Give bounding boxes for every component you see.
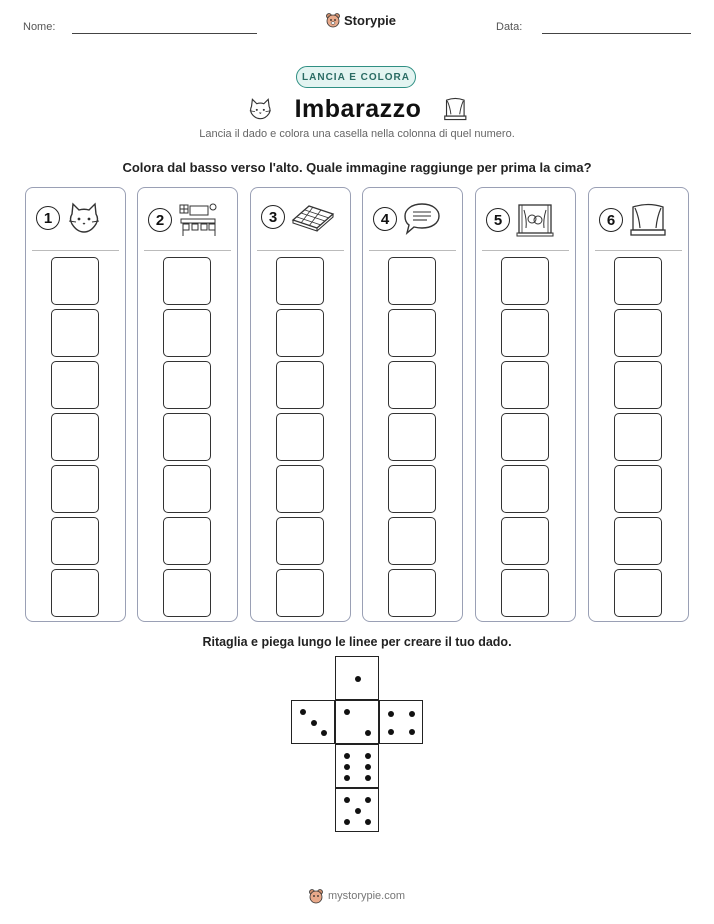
column-header bbox=[373, 202, 441, 236]
pip bbox=[344, 764, 350, 770]
pip bbox=[365, 730, 371, 736]
color-box[interactable] bbox=[614, 517, 662, 565]
column-divider bbox=[257, 250, 344, 251]
pip bbox=[365, 775, 371, 781]
color-box[interactable] bbox=[51, 309, 99, 357]
pip bbox=[355, 808, 361, 814]
column-divider bbox=[144, 250, 231, 251]
pip bbox=[365, 797, 371, 803]
die-face-3 bbox=[291, 700, 335, 744]
color-box[interactable] bbox=[51, 361, 99, 409]
color-box[interactable] bbox=[388, 569, 436, 617]
pip bbox=[365, 819, 371, 825]
page-title: Imbarazzo bbox=[294, 94, 422, 123]
color-box[interactable] bbox=[501, 309, 549, 357]
activity-badge: LANCIA E COLORA bbox=[296, 66, 416, 88]
brand-logo bbox=[325, 12, 396, 28]
column-number: 2 bbox=[148, 208, 172, 232]
column-divider bbox=[32, 250, 119, 251]
column-header bbox=[599, 202, 667, 238]
color-box[interactable] bbox=[276, 257, 324, 305]
color-box[interactable] bbox=[51, 569, 99, 617]
pip bbox=[344, 797, 350, 803]
die-face-5 bbox=[335, 788, 379, 832]
color-box[interactable] bbox=[614, 465, 662, 513]
column-number: 4 bbox=[373, 207, 397, 231]
column-5 bbox=[475, 187, 576, 622]
bear-icon bbox=[308, 888, 324, 904]
footer bbox=[308, 888, 405, 904]
color-box[interactable] bbox=[501, 569, 549, 617]
column-header bbox=[261, 202, 335, 232]
column-divider bbox=[595, 250, 682, 251]
cat-icon bbox=[66, 202, 102, 234]
column-divider bbox=[482, 250, 569, 251]
color-box[interactable] bbox=[276, 569, 324, 617]
pip bbox=[344, 775, 350, 781]
classroom-icon bbox=[178, 202, 218, 238]
footer-url: mystorypie.com bbox=[328, 890, 406, 902]
column-2 bbox=[137, 187, 238, 622]
color-box[interactable] bbox=[388, 413, 436, 461]
date-line[interactable] bbox=[542, 33, 691, 34]
columns-instruction: Colora dal basso verso l'alto. Quale immagine raggiunge per prima la cima? bbox=[122, 160, 592, 175]
column-number: 6 bbox=[599, 208, 623, 232]
pip bbox=[311, 720, 317, 726]
color-box[interactable] bbox=[388, 517, 436, 565]
color-box[interactable] bbox=[51, 257, 99, 305]
theater-masks-icon bbox=[516, 202, 554, 238]
die-instruction: Ritaglia e piega lungo le linee per creare il tuo dado. bbox=[202, 635, 512, 649]
column-number: 1 bbox=[36, 206, 60, 230]
pip bbox=[321, 730, 327, 736]
die-face-4 bbox=[379, 700, 423, 744]
pip bbox=[344, 709, 350, 715]
column-1 bbox=[25, 187, 126, 622]
title-row bbox=[248, 92, 468, 126]
bear-icon bbox=[325, 12, 341, 28]
color-box[interactable] bbox=[388, 361, 436, 409]
color-box[interactable] bbox=[51, 465, 99, 513]
stage-curtain-icon bbox=[443, 95, 468, 123]
pip bbox=[365, 764, 371, 770]
color-box[interactable] bbox=[51, 413, 99, 461]
pip bbox=[344, 819, 350, 825]
color-box[interactable] bbox=[163, 361, 211, 409]
color-box[interactable] bbox=[388, 257, 436, 305]
color-box[interactable] bbox=[276, 517, 324, 565]
color-box[interactable] bbox=[163, 257, 211, 305]
pip bbox=[409, 729, 415, 735]
speech-bubble-icon bbox=[403, 202, 441, 236]
cat-icon bbox=[248, 96, 273, 122]
column-header bbox=[486, 202, 554, 238]
column-number: 5 bbox=[486, 208, 510, 232]
color-box[interactable] bbox=[388, 465, 436, 513]
color-box[interactable] bbox=[276, 465, 324, 513]
die-face-1 bbox=[335, 656, 379, 700]
floor-grate-icon bbox=[291, 202, 335, 232]
pip bbox=[344, 753, 350, 759]
subtitle: Lancia il dado e colora una casella nella colonna di quel numero. bbox=[199, 128, 515, 140]
pip bbox=[300, 709, 306, 715]
color-box[interactable] bbox=[388, 309, 436, 357]
color-box[interactable] bbox=[614, 569, 662, 617]
color-box[interactable] bbox=[276, 309, 324, 357]
color-box[interactable] bbox=[501, 517, 549, 565]
color-box[interactable] bbox=[51, 517, 99, 565]
color-box[interactable] bbox=[614, 361, 662, 409]
color-box[interactable] bbox=[163, 465, 211, 513]
color-box[interactable] bbox=[501, 413, 549, 461]
column-header bbox=[148, 202, 218, 238]
die-face-6 bbox=[335, 744, 379, 788]
color-box[interactable] bbox=[614, 257, 662, 305]
color-box[interactable] bbox=[163, 517, 211, 565]
color-box[interactable] bbox=[276, 361, 324, 409]
stage-curtain-icon bbox=[629, 202, 667, 238]
column-header bbox=[36, 202, 102, 234]
name-label: Nome: bbox=[23, 21, 56, 33]
color-box[interactable] bbox=[501, 465, 549, 513]
color-box[interactable] bbox=[501, 257, 549, 305]
color-box[interactable] bbox=[163, 413, 211, 461]
pip bbox=[355, 676, 361, 682]
color-box[interactable] bbox=[163, 569, 211, 617]
column-6 bbox=[588, 187, 689, 622]
column-3 bbox=[250, 187, 351, 622]
column-4 bbox=[362, 187, 463, 622]
name-line[interactable] bbox=[72, 33, 257, 34]
die-face-2 bbox=[335, 700, 379, 744]
column-number: 3 bbox=[261, 205, 285, 229]
pip bbox=[388, 711, 394, 717]
color-box[interactable] bbox=[614, 413, 662, 461]
pip bbox=[388, 729, 394, 735]
pip bbox=[365, 753, 371, 759]
color-box[interactable] bbox=[163, 309, 211, 357]
color-box[interactable] bbox=[614, 309, 662, 357]
brand-name: Storypie bbox=[344, 12, 397, 28]
pip bbox=[409, 711, 415, 717]
date-label: Data: bbox=[496, 21, 523, 33]
column-divider bbox=[369, 250, 456, 251]
color-box[interactable] bbox=[276, 413, 324, 461]
color-box[interactable] bbox=[501, 361, 549, 409]
